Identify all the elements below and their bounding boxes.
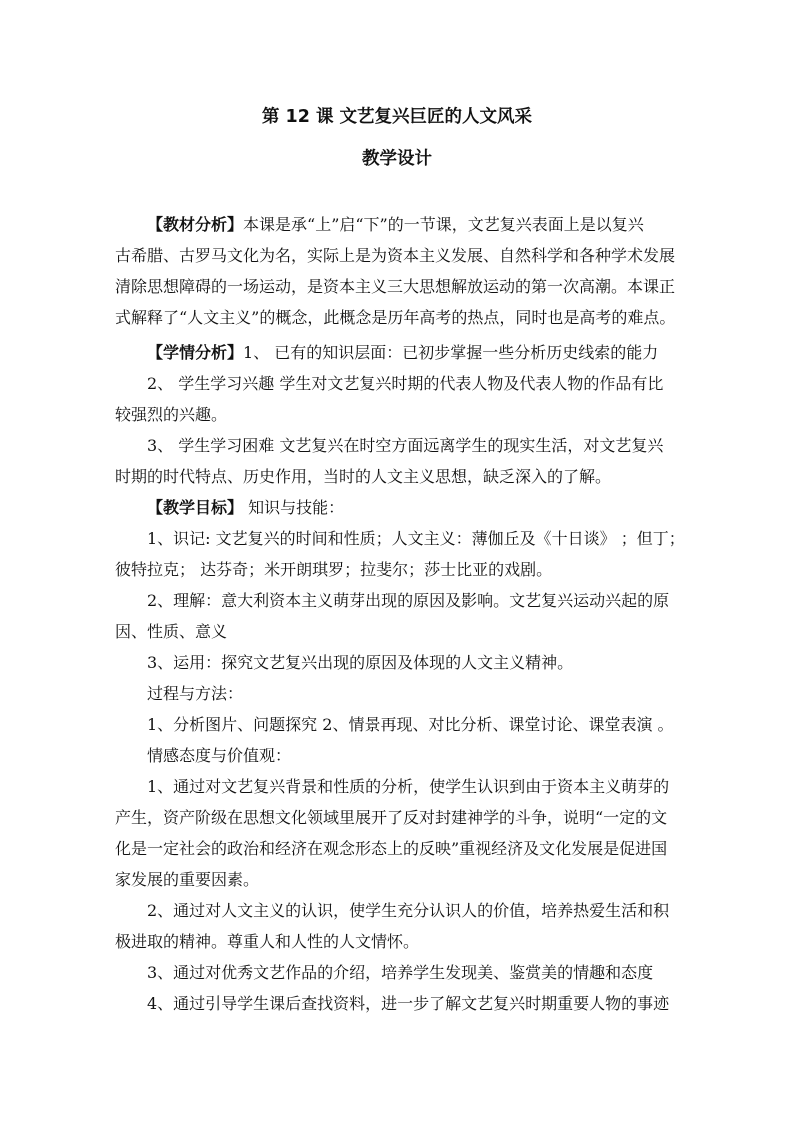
knowledge-item-line: 因、性质、意义 bbox=[115, 622, 228, 641]
student-analysis-label: 【学情分析】 bbox=[147, 343, 244, 362]
emotion-item-line: 家发展的重要因素。 bbox=[115, 870, 260, 889]
teaching-goals-label: 【教学目标】 bbox=[147, 498, 244, 517]
emotion-item-line: 产生，资产阶级在思想文化领域里展开了反对封建神学的斗争，说明“一定的文 bbox=[115, 808, 668, 827]
textbook-analysis-line: 古希腊、古罗马文化为名，实际上是为资本主义发展、自然科学和各种学术发展 bbox=[115, 246, 676, 265]
teaching-goals-section bbox=[115, 492, 685, 1019]
emotion-item-line: 极进取的精神。尊重人和人性的人文情怀。 bbox=[115, 932, 420, 951]
textbook-analysis-text: 本课是承“上”启“下”的一节课，文艺复兴表面上是以复兴 bbox=[243, 215, 644, 234]
emotion-item: 4、通过引导学生课后查找资料，进一步了解文艺复兴时期重要人物的事迹 bbox=[147, 994, 670, 1013]
process-methods-item: 1、分析图片、问题探究 2、情景再现、对比分析、课堂讨论、课堂表演 。 bbox=[147, 715, 674, 734]
emotion-item: 1、通过对文艺复兴背景和性质的分析，使学生认识到由于资本主义萌芽的 bbox=[147, 777, 670, 796]
knowledge-item: 2、理解：意大利资本主义萌芽出现的原因及影响。文艺复兴运动兴起的原 bbox=[147, 591, 670, 610]
knowledge-skills-label: 知识与技能： bbox=[243, 498, 345, 517]
emotion-item: 2、通过对人文主义的认识，使学生充分认识人的价值，培养热爱生活和积 bbox=[147, 901, 670, 920]
process-methods-label: 过程与方法： bbox=[147, 684, 244, 703]
student-analysis-line: 时期的时代特点、历史作用，当时的人文主义思想，缺乏深入的了解。 bbox=[115, 467, 612, 486]
lesson-title: 第 12 课 文艺复兴巨匠的人文风采 bbox=[261, 107, 533, 127]
emotion-item-line: 化是一定社会的政治和经济在观念形态上的反映”重视经济及文化发展是促进国 bbox=[115, 839, 668, 858]
knowledge-item-line: 彼特拉克； 达芬奇；米开朗琪罗；拉斐尔；莎士比亚的戏剧。 bbox=[115, 560, 553, 579]
student-analysis-line: 较强烈的兴趣。 bbox=[115, 405, 228, 424]
knowledge-item: 3、运用：探究文艺复兴出现的原因及体现的人文主义精神。 bbox=[147, 653, 574, 672]
textbook-analysis-line: 清除思想障碍的一场运动，是资本主义三大思想解放运动的第一次高潮。本课正 bbox=[115, 277, 676, 296]
textbook-analysis-line: 式解释了“人文主义”的概念，此概念是历年高考的热点，同时也是高考的难点。 bbox=[115, 308, 676, 327]
emotion-values-label: 情感态度与价值观： bbox=[147, 746, 292, 765]
emotion-item: 3、通过对优秀文艺作品的介绍，培养学生发现美、鉴赏美的情趣和态度 bbox=[147, 963, 654, 982]
student-analysis-item: 2、 学生学习兴趣 学生对文艺复兴时期的代表人物及代表人物的作品有比 bbox=[147, 374, 664, 393]
textbook-analysis-label: 【教材分析】 bbox=[147, 215, 244, 234]
student-analysis-section bbox=[115, 337, 680, 492]
knowledge-item: 1、识记: 文艺复兴的时间和性质；人文主义：薄伽丘及《十日谈》 ；但丁； bbox=[147, 529, 685, 548]
lesson-subtitle: 教学设计 bbox=[362, 149, 432, 169]
student-analysis-item: 1、 已有的知识层面：已初步掌握一些分析历史线索的能力 bbox=[243, 343, 659, 362]
student-analysis-item: 3、 学生学习困难 文艺复兴在时空方面远离学生的现实生活，对文艺复兴 bbox=[147, 436, 664, 455]
textbook-analysis-section bbox=[115, 209, 680, 333]
